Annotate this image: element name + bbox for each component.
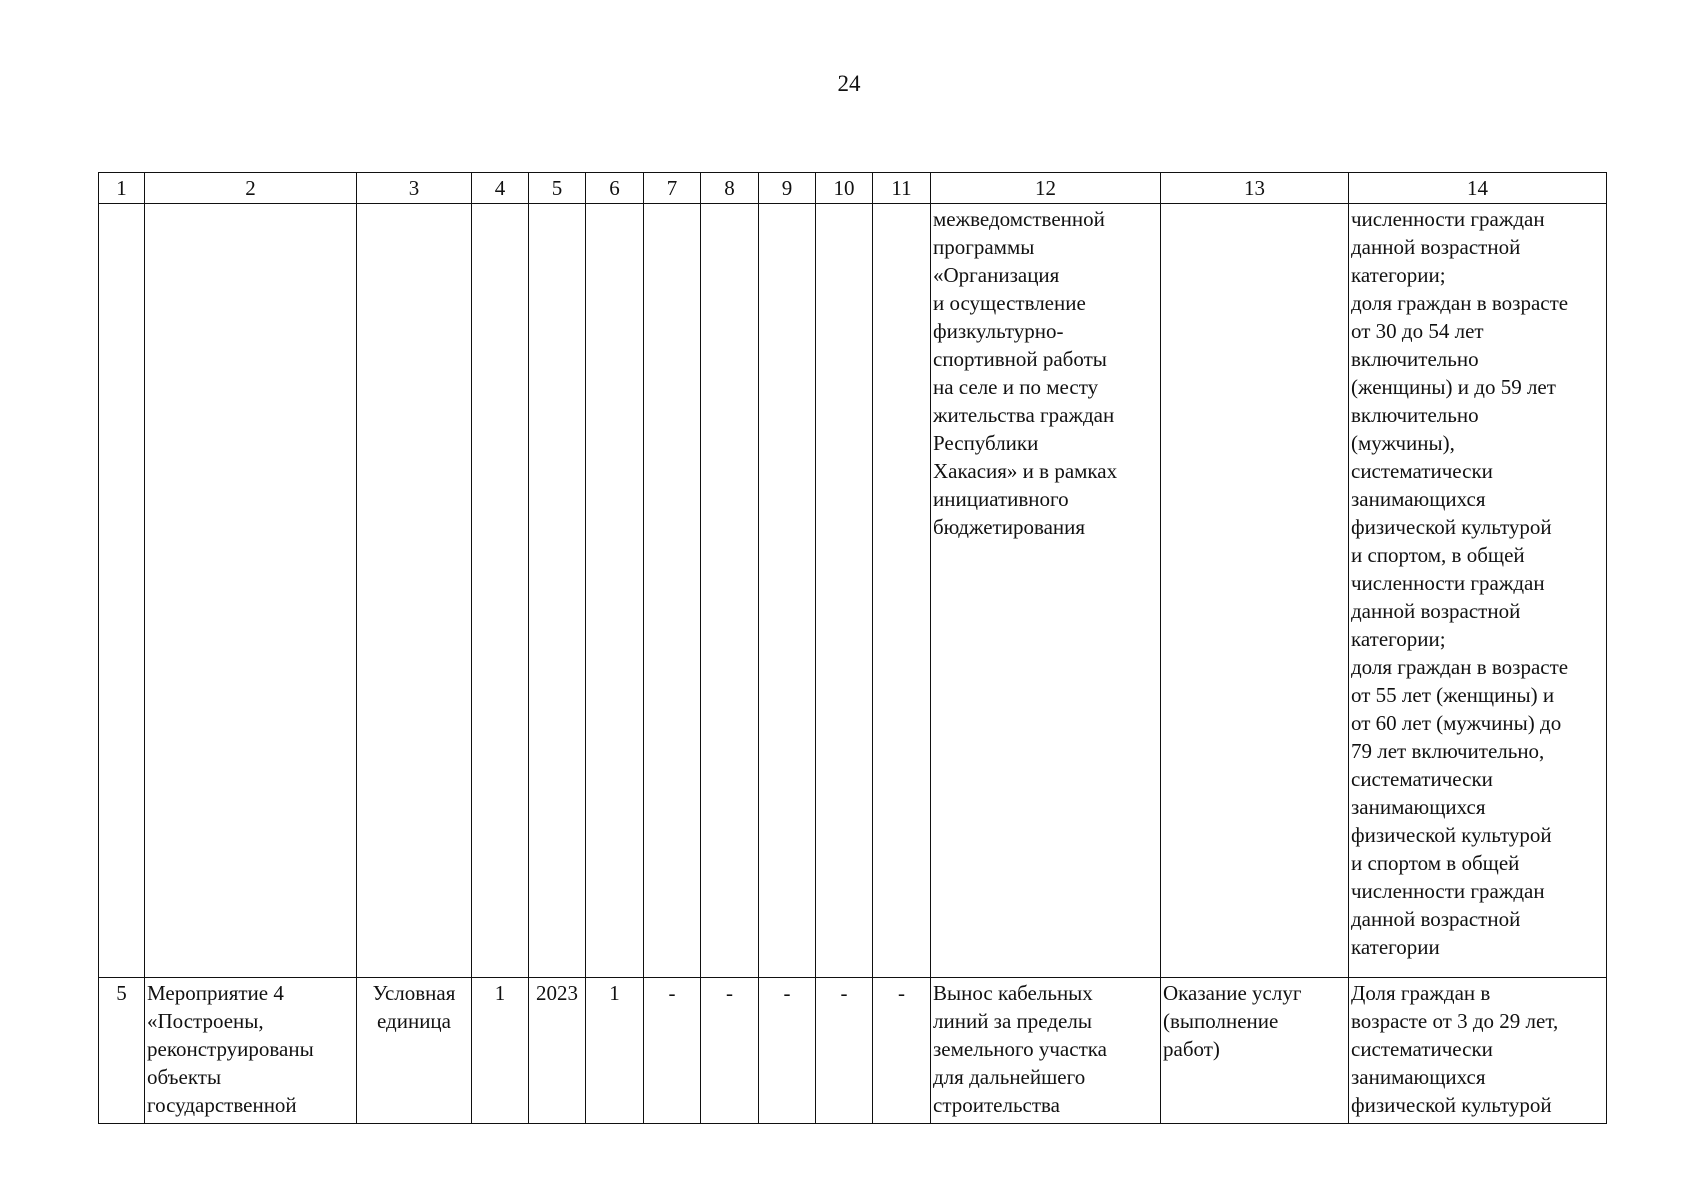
header-col-5: 5 — [529, 173, 586, 204]
cell-col-4 — [472, 204, 529, 978]
header-col-14: 14 — [1349, 173, 1607, 204]
header-row — [99, 173, 1607, 204]
page-number: 24 — [837, 71, 861, 96]
cell-service-type: Оказание услуг (выполнение работ) — [1161, 978, 1349, 1124]
cell-service-type — [1161, 204, 1349, 978]
header-col-12: 12 — [931, 173, 1161, 204]
header-col-7: 7 — [644, 173, 701, 204]
header-col-8: 8 — [701, 173, 759, 204]
cell-unit — [357, 204, 472, 978]
cell-col-10: - — [816, 978, 873, 1124]
cell-col-9 — [759, 204, 816, 978]
cell-col-5: 2023 — [529, 978, 586, 1124]
cell-col-8 — [701, 204, 759, 978]
cell-indicators: численности граждан данной возрастной категории; доля граждан в возрасте от 30 до 54 лет включительно (женщины) и до 59 лет включительно (мужчины), систематически занимающихся физической культурой и спортом, в общей численности граждан данной возрастной категории; доля граждан в возрасте от 55 лет (женщины) и от 60 лет (мужчины) до 79 лет включительно, систематически занимающихся физической культурой и спортом в общей численности граждан данной возрастной категории — [1349, 204, 1607, 978]
header-col-11: 11 — [873, 173, 931, 204]
cell-row-number: 5 — [99, 978, 145, 1124]
cell-indicators: Доля граждан в возрасте от 3 до 29 лет, систематически занимающихся физической культурой — [1349, 978, 1607, 1124]
table-row-continuation — [99, 204, 1607, 978]
header-col-6: 6 — [586, 173, 644, 204]
cell-col-10 — [816, 204, 873, 978]
table-row-5 — [99, 978, 1607, 1124]
header-col-9: 9 — [759, 173, 816, 204]
header-col-13: 13 — [1161, 173, 1349, 204]
cell-description: межведомственной программы «Организация и осуществление физкультурно- спортивной работы на селе и по месту жительства граждан Республики Хакасия» и в рамках инициативного бюджетирования — [931, 204, 1161, 978]
cell-description: Вынос кабельных линий за пределы земельного участка для дальнейшего строительства — [931, 978, 1161, 1124]
header-col-10: 10 — [816, 173, 873, 204]
cell-col-6: 1 — [586, 978, 644, 1124]
cell-col-11: - — [873, 978, 931, 1124]
cell-col-9: - — [759, 978, 816, 1124]
header-col-3: 3 — [357, 173, 472, 204]
cell-col-11 — [873, 204, 931, 978]
cell-col-5 — [529, 204, 586, 978]
header-col-2: 2 — [145, 173, 357, 204]
header-col-1: 1 — [99, 173, 145, 204]
cell-row-number — [99, 204, 145, 978]
cell-measure-name: Мероприятие 4 «Построены, реконструированы объекты государственной — [145, 978, 357, 1124]
cell-col-7 — [644, 204, 701, 978]
data-table — [98, 172, 1607, 1124]
cell-col-8: - — [701, 978, 759, 1124]
cell-unit: Условная единица — [357, 978, 472, 1124]
header-col-4: 4 — [472, 173, 529, 204]
cell-measure-name — [145, 204, 357, 978]
cell-col-6 — [586, 204, 644, 978]
cell-col-7: - — [644, 978, 701, 1124]
cell-col-4: 1 — [472, 978, 529, 1124]
